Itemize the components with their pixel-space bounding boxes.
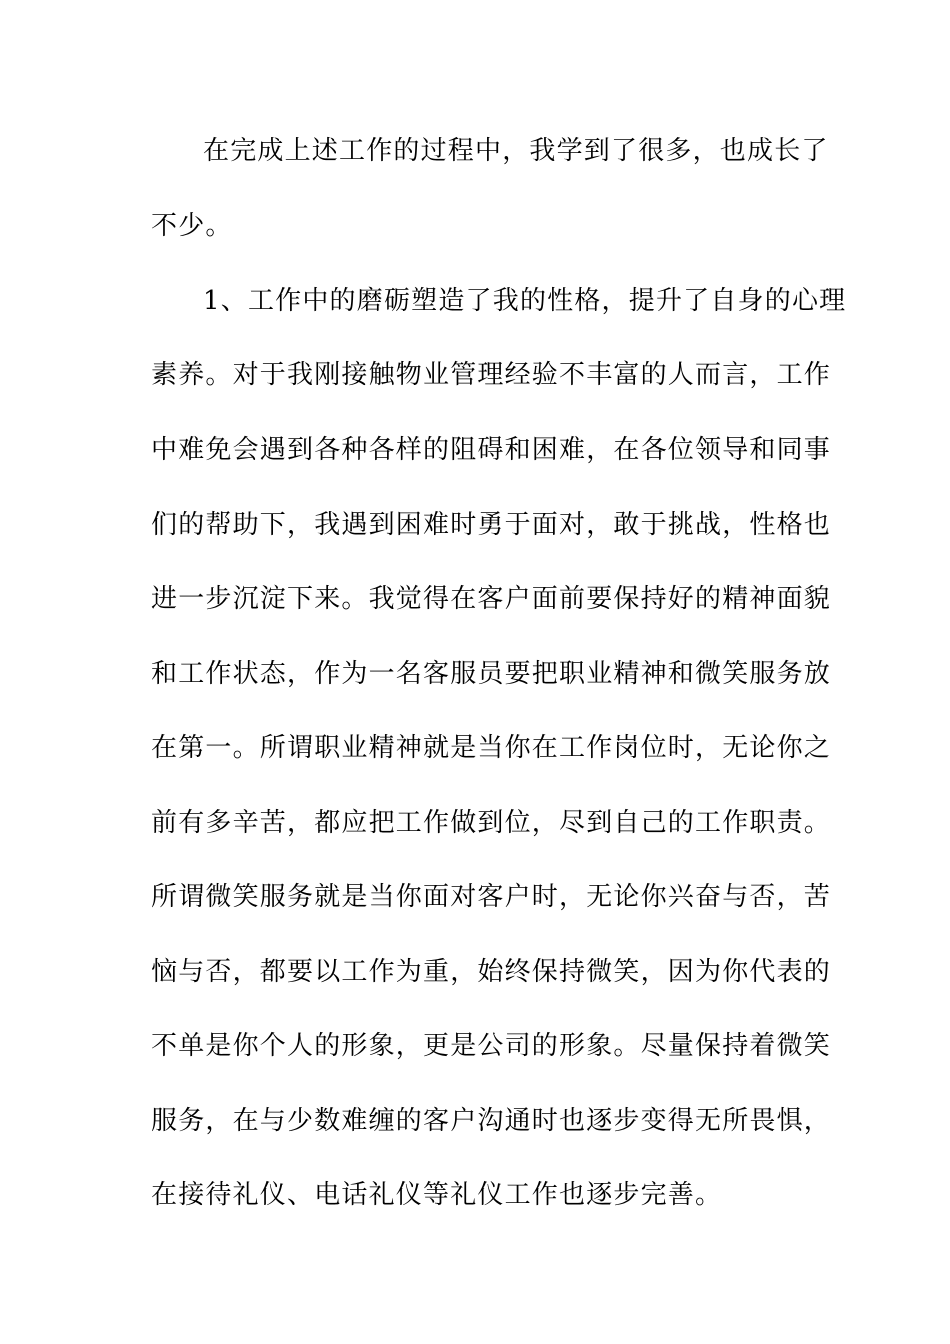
paragraph-2-line-9: 所谓微笑服务就是当你面对客户时，无论你兴奋与否，苦 [151,882,832,912]
paragraph-2-line-1: 1、工作中的磨砺塑造了我的性格，提升了自身的心理 [203,286,847,316]
paragraph-1-line-1: 在完成上述工作的过程中，我学到了很多，也成长了 [203,136,829,166]
paragraph-2-line-4: 们的帮助下，我遇到困难时勇于面对，敢于挑战，性格也 [151,510,832,540]
paragraph-2-line-2: 素养。对于我刚接触物业管理经验不丰富的人而言，工作 [151,360,832,390]
paragraph-2-line-5: 进一步沉淀下来。我觉得在客户面前要保持好的精神面貌 [151,584,832,614]
paragraph-2-line-8: 前有多辛苦，都应把工作做到位，尽到自己的工作职责。 [151,808,832,838]
paragraph-2-line-12: 服务，在与少数难缠的客户沟通时也逐步变得无所畏惧， [151,1106,832,1136]
paragraph-2-line-11: 不单是你个人的形象，更是公司的形象。尽量保持着微笑 [151,1031,832,1061]
paragraph-1-line-2: 不少。 [151,211,233,241]
paragraph-2-line-13: 在接待礼仪、电话礼仪等礼仪工作也逐步完善。 [151,1180,723,1210]
paragraph-2-line-7: 在第一。所谓职业精神就是当你在工作岗位时，无论你之 [151,733,832,763]
paragraph-2-line-10: 恼与否，都要以工作为重，始终保持微笑，因为你代表的 [151,957,832,987]
paragraph-2-line-3: 中难免会遇到各种各样的阻碍和困难，在各位领导和同事 [151,435,832,465]
paragraph-2-line-6: 和工作状态，作为一名客服员要把职业精神和微笑服务放 [151,659,832,689]
